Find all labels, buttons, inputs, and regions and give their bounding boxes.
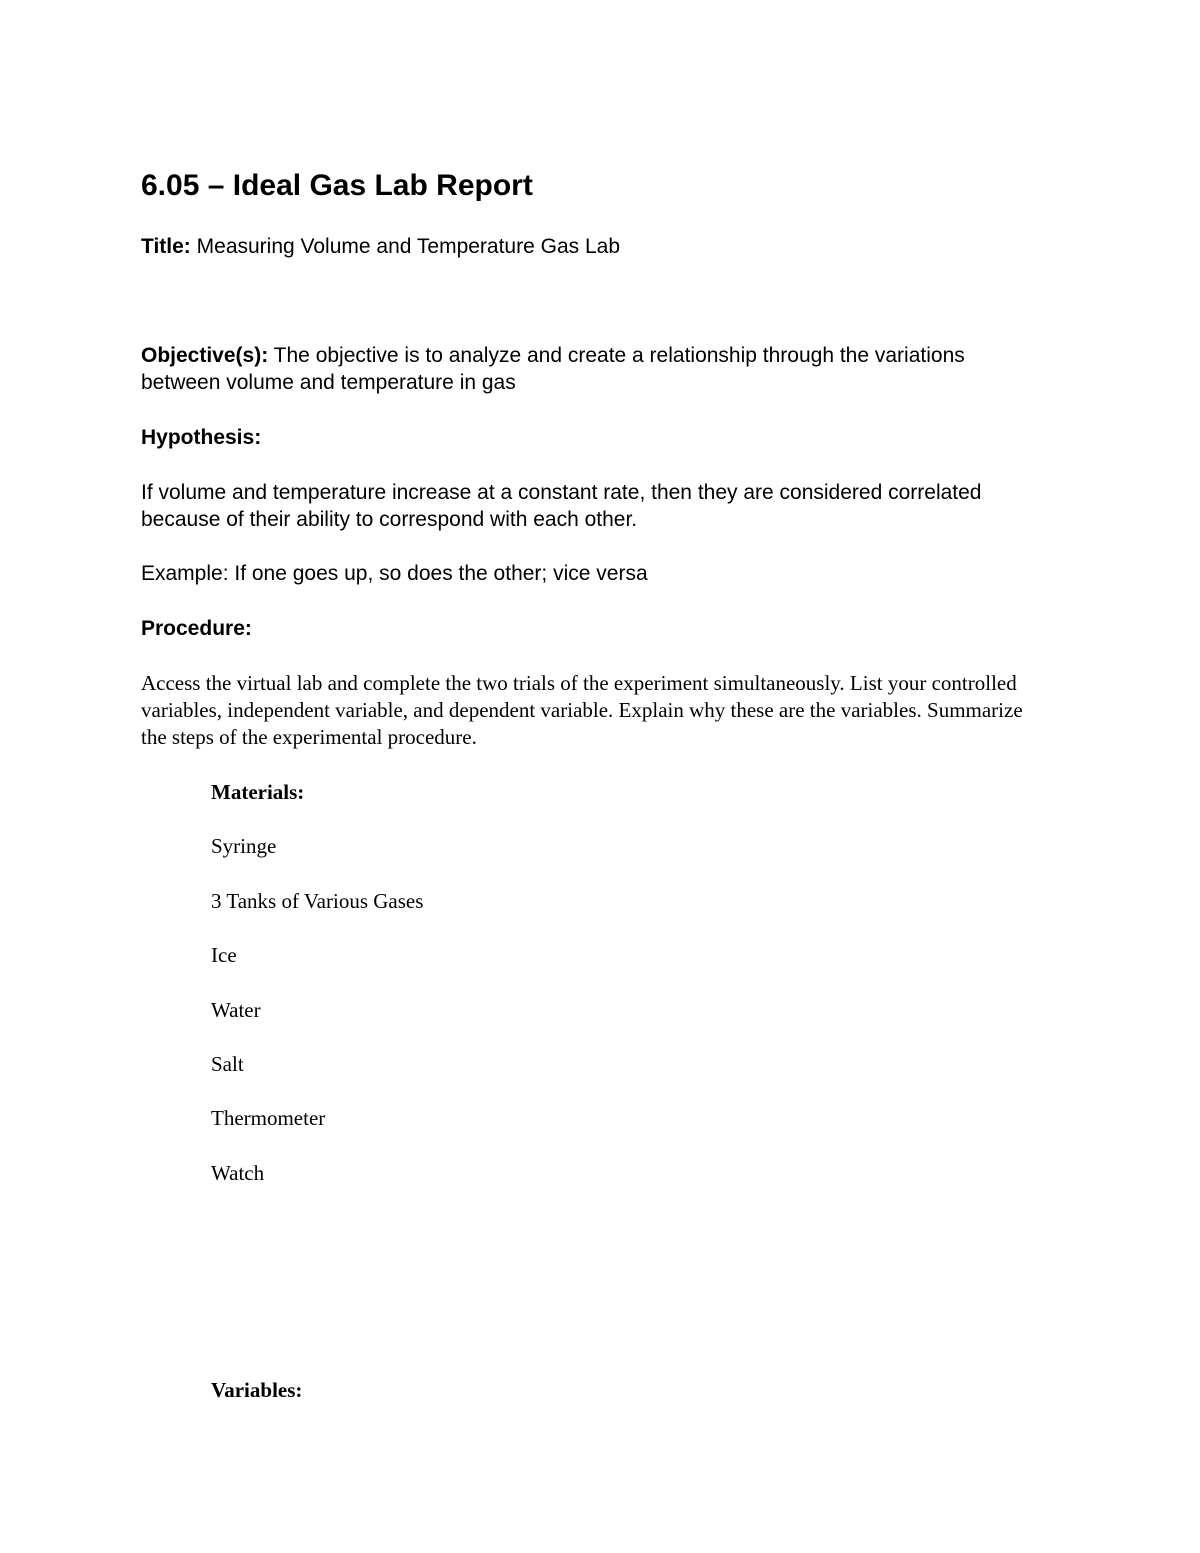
objective-text: The objective is to analyze and create a relationship through the variations between volume and temperature in gas: [141, 344, 965, 394]
title-value: Measuring Volume and Temperature Gas Lab: [196, 235, 621, 258]
materials-heading: [211, 779, 1111, 806]
material-item: 3 Tanks of Various Gases: [211, 889, 424, 913]
hypothesis-label: Hypothesis:: [141, 426, 262, 449]
material-item: Water: [211, 998, 261, 1022]
objective-label: Objective(s):: [141, 344, 269, 367]
material-item: Ice: [211, 943, 237, 967]
material-item: Syringe: [211, 834, 277, 858]
material-item: Thermometer: [211, 1106, 326, 1130]
material-item: Salt: [211, 1052, 244, 1076]
variables-heading: [211, 1377, 1111, 1404]
page-title: 6.05 – Ideal Gas Lab Report: [141, 169, 533, 202]
variables-label: Variables:: [211, 1378, 303, 1402]
hypothesis-text: If volume and temperature increase at a constant rate, then they are considered correlated because of their ability to correspond with each other.: [141, 481, 982, 531]
example-text: Example: If one goes up, so does the other; vice versa: [141, 562, 648, 585]
material-item: Watch: [211, 1161, 265, 1185]
hypothesis-heading: [141, 424, 1041, 451]
title-label: Title:: [141, 235, 191, 258]
materials-label: Materials:: [211, 780, 305, 804]
title-line: [141, 233, 1041, 260]
procedure-label: Procedure:: [141, 617, 252, 640]
procedure-text: Access the virtual lab and complete the two trials of the experiment simultaneously. List your controlled variables, independent variable, and dependent variable. Explain why these are the variables. Summarize the steps of the experimental procedure.: [141, 671, 1023, 749]
objective-paragraph: [141, 342, 1041, 396]
procedure-heading: [141, 615, 1041, 642]
